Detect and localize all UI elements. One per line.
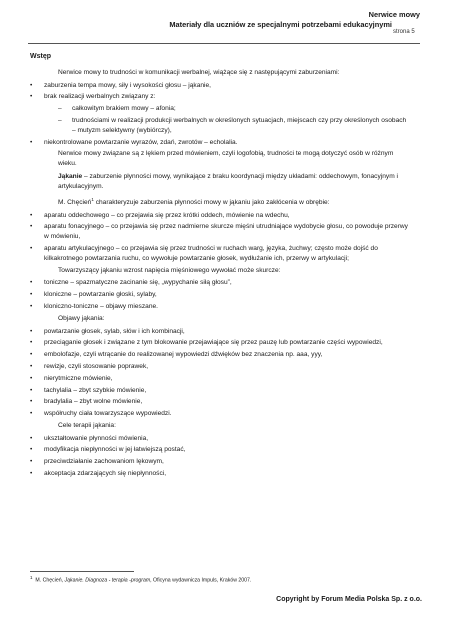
author-name: M. Chęcień [58, 198, 92, 206]
list-item: • nierytmiczne mówienie, [30, 374, 410, 384]
footnote-title: Jąkanie. Diagnoza - terapia -program [64, 577, 151, 584]
bold-term: Jąkanie [58, 172, 83, 180]
footnote-ref: 1 [91, 196, 94, 202]
list-item: • rewizje, czyli stosowanie poprawek, [30, 362, 410, 372]
list-item: • zaburzenia tempa mowy, siły i wysokości głosu – jąkanie, [30, 81, 410, 91]
list-item: • aparatu fonacyjnego – co przejawia się przez nadmierne skurcze mięśni utrudniające wydobycie głosu, co powoduje przerwy w mówieniu, [30, 222, 410, 242]
page-header [28, 10, 420, 30]
list-item: • embolofazje, czyli wtrącanie do realizowanej wypowiedzi dźwięków bez znaczenia np. aaa, yyy, [30, 350, 410, 360]
list-item: • niekontrolowane powtarzanie wyrazów, zdań, zwrotów – echolalia. [30, 138, 410, 148]
footnote-text: , Oficyna wydawnicza Impuls, Kraków 2007. [150, 577, 252, 584]
paragraph: Nerwice mowy związane są z lękiem przed mówieniem, czyli logofobią, trudności te mogą dotyczyć osób w różnym wieku. [58, 150, 394, 168]
list-item: • aparatu oddechowego – co przejawia się przez krótki oddech, mówienie na wdechu, [30, 211, 410, 221]
list-item: • brak realizacji werbalnych związany z: [30, 92, 410, 102]
footnote-number: 1 [30, 575, 33, 580]
list-item: • toniczne – spazmatyczne zacinanie się, „wypychanie siłą głosu”, [30, 278, 410, 288]
paragraph: Objawy jąkania: [58, 314, 105, 322]
intro-paragraph: Nerwice mowy to trudności w komunikacji werbalnej, wiążące się z następującymi zaburzeniami: [58, 68, 340, 76]
list-item: • przeciwdziałanie zachowaniom lękowym, [30, 457, 410, 467]
list-item: • powtarzanie głosek, sylab, słów i ich kombinacji, [30, 327, 410, 337]
header-subtitle: Materiały dla uczniów ze specjalnymi potrzebami edukacyjnymi [169, 20, 392, 29]
list-item: • bradylalia – zbyt wolne mówienie, [30, 397, 410, 407]
paragraph-text: charakteryzuje zaburzenia płynności mowy w jąkaniu jako zakłócenia w obrębie: [93, 198, 330, 206]
document-body [30, 52, 410, 479]
footnote-author: M. Chęcień, [35, 577, 65, 584]
list-item: • kloniczne – powtarzanie głoski, sylaby, [30, 290, 410, 300]
page-number: strona 5 [393, 29, 415, 35]
paragraph [30, 172, 410, 192]
list-item: • modyfikacja niepłynności w jej łatwiejszą postać, [30, 445, 410, 455]
list-item: • akceptacja zdarzających się niepłynności, [30, 469, 410, 479]
header-title: Nerwice mowy [368, 10, 420, 19]
sub-list-item: – całkowitym brakiem mowy – afonia; [30, 104, 410, 114]
list-item: • tachylalia – zbyt szybkie mówienie, [30, 386, 410, 396]
section-heading: Wstęp [30, 53, 51, 60]
header-rule [28, 43, 420, 44]
paragraph: Cele terapii jąkania: [58, 421, 116, 429]
list-item: • współruchy ciała towarzyszące wypowiedzi. [30, 409, 410, 419]
list-item: • ukształtowanie płynności mówienia, [30, 434, 410, 444]
copyright-notice: Copyright by Forum Media Polska Sp. z o.o. [276, 596, 422, 603]
list-item: • kloniczno-toniczne – objawy mieszane. [30, 302, 410, 312]
footnote [30, 574, 410, 585]
list-item: • przeciąganie głosek i związane z tym blokowanie przejawiające się przez pauzę lub powtarzanie części wypowiedzi, [30, 338, 410, 348]
footnote-rule [30, 571, 134, 572]
paragraph-text: – zaburzenie płynności mowy, wynikające z braku koordynacji między układami: oddechowym, fonacyjnym i artykulacyjnym. [58, 172, 398, 190]
sub-list-item: – trudnościami w realizacji produkcji werbalnych w określonych sytuacjach, miejscach czy przy określonych osobach – mutyzm selektywny (wybiórczy), [30, 116, 410, 136]
paragraph: Towarzyszący jąkaniu wzrost napięcia mięśniowego wywołać może skurcze: [58, 266, 281, 274]
list-item: • aparatu artykulacyjnego – co przejawia się przez trudności w ruchach warg, języka, żuchwy; często może dojść do kilkakrotnego powtarzania ruchu, co wywołuje powtarzanie głosek, wydłużanie ich, przerwy w artykulacji; [30, 244, 410, 264]
paragraph [30, 195, 410, 208]
